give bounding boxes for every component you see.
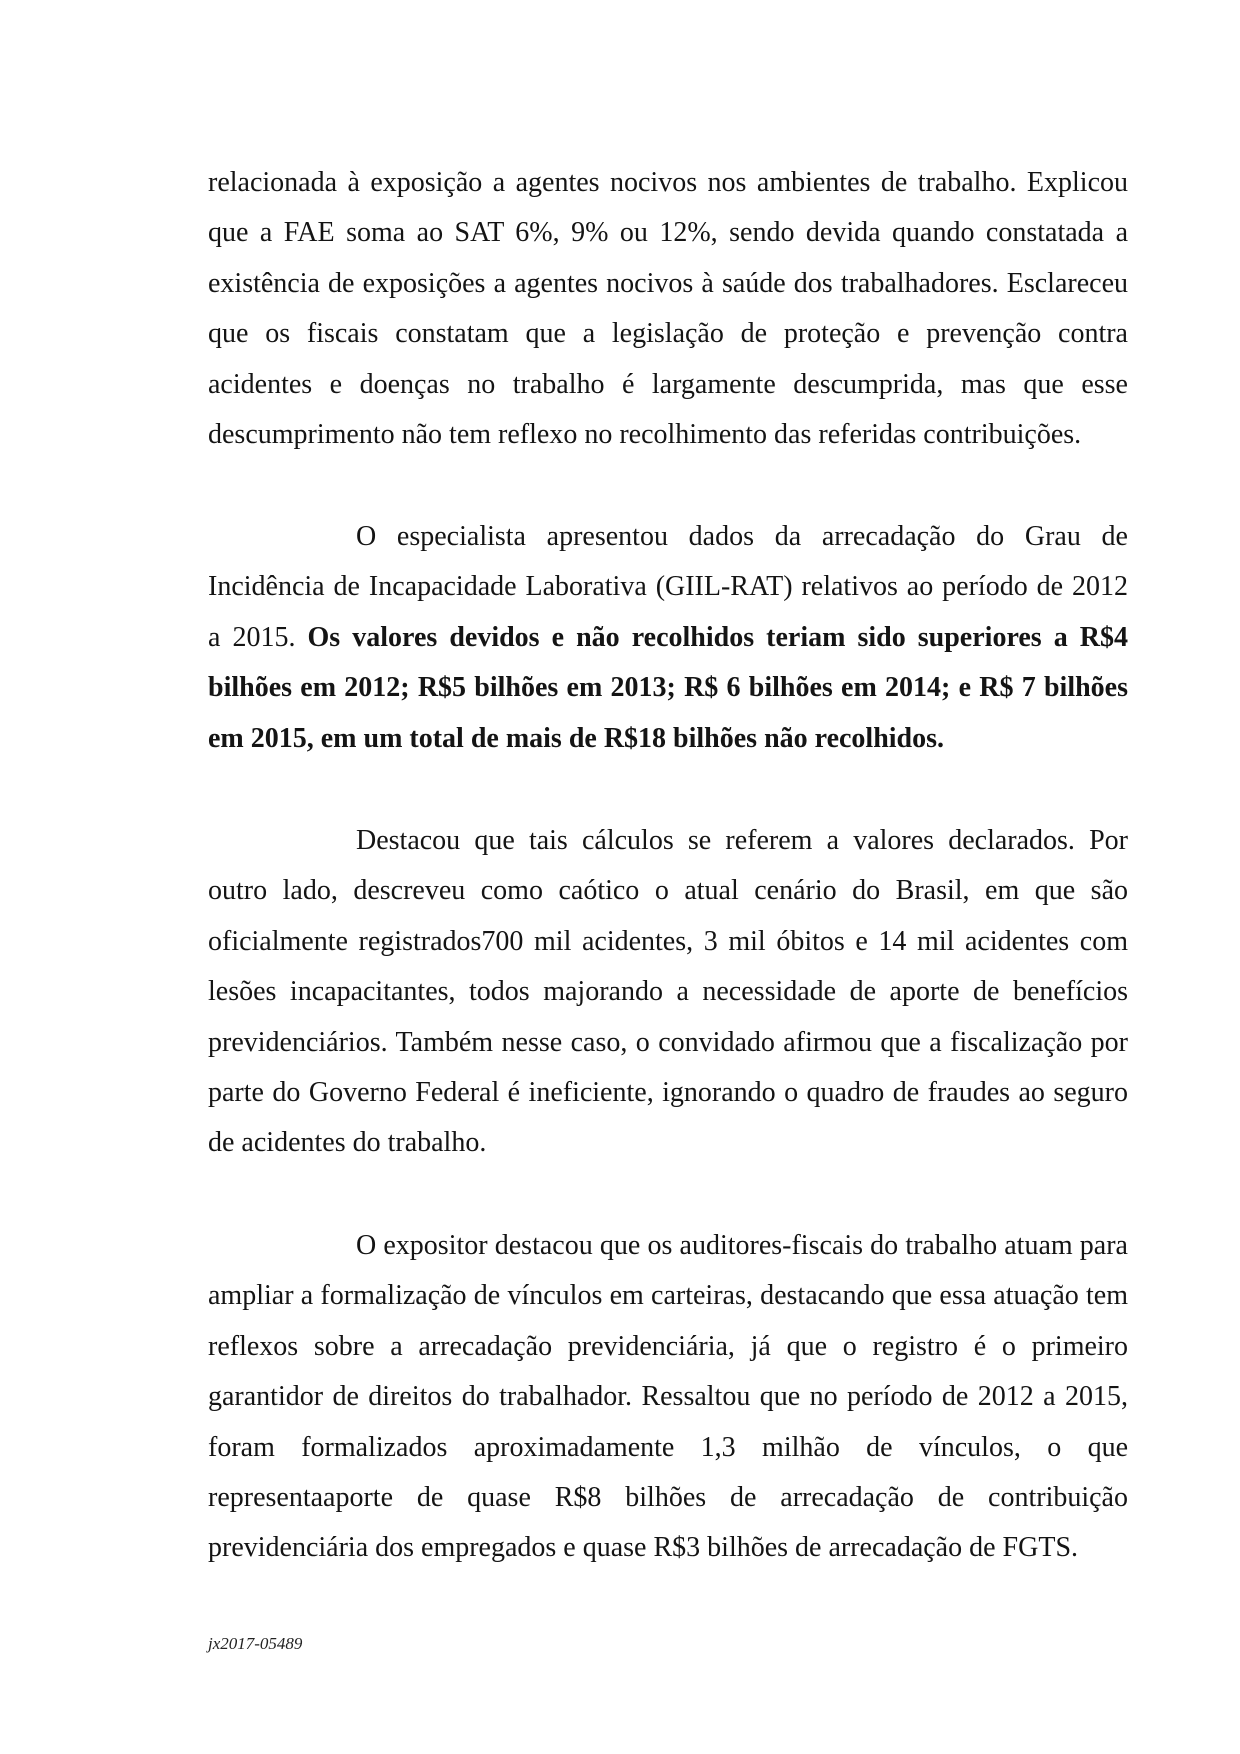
paragraph-giil-rat — [208, 512, 1128, 764]
paragraph-text: O especialista apresentou dados da arrecadação do Grau de Incidência de Incapacidade Laborativa (GIIL-RAT) relativos ao período de 2012 a 2015. — [208, 521, 1128, 653]
paragraph-bold-text: Os valores devidos e não recolhidos teriam sido superiores a R$4 bilhões em 2012; R$5 bilhões em 2013; R$ 6 bilhões em 2014; e R$ 7 bilhões em 2015, em um total de mais de R$18 bilhões não recolhidos. — [208, 621, 1128, 754]
paragraph-text: relacionada à exposição a agentes nocivos nos ambientes de trabalho. Explicou que a FAE soma ao SAT 6%, 9% ou 12%, sendo devida quando constatada a existência de exposições a agentes nocivos à saúde dos trabalhadores. Esclareceu que os fiscais constatam que a legislação de proteção e prevenção contra acidentes e doenças no trabalho é largamente descumprida, mas que esse descumprimento não tem reflexo no recolhimento das referidas contribuições. — [208, 167, 1128, 451]
paragraph-formalizacao — [208, 1221, 1128, 1574]
paragraph-fae-sat — [208, 158, 1128, 460]
paragraph-acidentes — [208, 816, 1128, 1169]
paragraph-text: O expositor destacou que os auditores-fiscais do trabalho atuam para ampliar a formalização de vínculos em carteiras, destacando que essa atuação tem reflexos sobre a arrecadação previdenciária, já que o registro é o primeiro garantidor de direitos do trabalhador. Ressaltou que no período de 2012 a 2015, foram formalizados aproximadamente 1,3 milhão de vínculos, o que representaaporte de quase R$8 bilhões de arrecadação de contribuição previdenciária dos empregados e quase R$3 bilhões de arrecadação de FGTS. — [208, 1230, 1128, 1564]
document-code: jx2017-05489 — [208, 1634, 303, 1653]
paragraph-text: Destacou que tais cálculos se referem a valores declarados. Por outro lado, descreveu como caótico o atual cenário do Brasil, em que são oficialmente registrados700 mil acidentes, 3 mil óbitos e 14 mil acidentes com lesões incapacitantes, todos majorando a necessidade de aporte de benefícios previdenciários. Também nesse caso, o convidado afirmou que a fiscalização por parte do Governo Federal é ineficiente, ignorando o quadro de fraudes ao seguro de acidentes do trabalho. — [208, 825, 1128, 1159]
